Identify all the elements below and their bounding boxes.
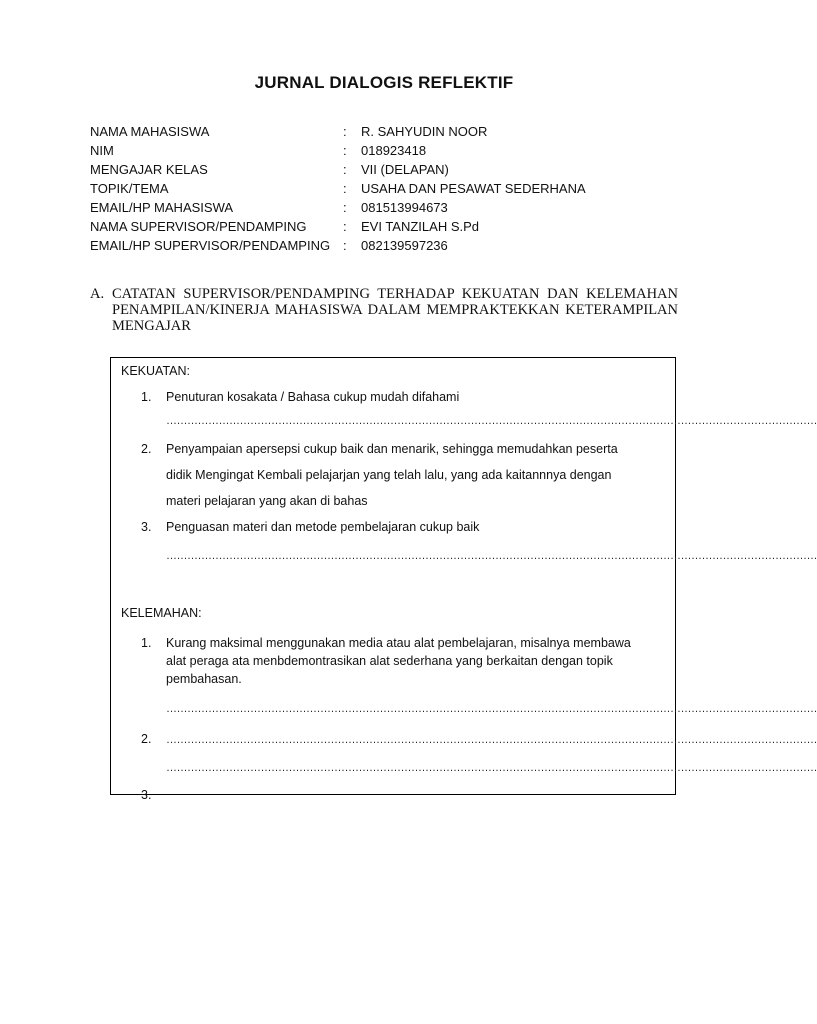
identity-row-email-supervisor <box>90 236 710 255</box>
identity-colon: : <box>343 200 347 215</box>
identity-colon: : <box>343 162 347 177</box>
identity-row-nim <box>90 141 710 160</box>
identity-label: MENGAJAR KELAS <box>90 162 208 177</box>
item-number: 1. <box>141 390 152 404</box>
identity-label: NAMA SUPERVISOR/PENDAMPING <box>90 219 307 234</box>
identity-label: EMAIL/HP MAHASISWA <box>90 200 234 215</box>
identity-value: VII (DELAPAN) <box>361 162 449 177</box>
identity-value: R. SAHYUDIN NOOR <box>361 124 488 139</box>
item-number: 3. <box>141 788 152 802</box>
item-number: 1. <box>141 636 152 650</box>
item-text: Penguasan materi dan metode pembelajaran cukup baik <box>166 520 480 534</box>
identity-table <box>90 122 710 255</box>
kelemahan-heading: KELEMAHAN: <box>121 606 202 620</box>
dotted-line: …………………………………………………………………………………………………………………………………………………………………… <box>166 703 817 715</box>
identity-row-supervisor <box>90 217 710 236</box>
identity-label: TOPIK/TEMA <box>90 181 169 196</box>
evaluation-box <box>110 357 817 802</box>
identity-value: USAHA DAN PESAWAT SEDERHANA <box>361 181 586 196</box>
document-title: JURNAL DIALOGIS REFLEKTIF <box>254 73 514 92</box>
identity-colon: : <box>343 124 347 139</box>
kelemahan-item-3 <box>141 786 641 804</box>
identity-label: NAMA MAHASISWA <box>90 124 210 139</box>
identity-value: EVI TANZILAH S.Pd <box>361 219 480 234</box>
identity-value: 018923418 <box>361 143 427 158</box>
item-number: 3. <box>141 520 152 534</box>
item-text <box>166 786 641 804</box>
dotted-line: …………………………………………………………………………………………………………………………………………………………………… <box>166 415 817 427</box>
dotted-line: …………………………………………………………………………………………………………………………………………………………………… <box>166 550 817 562</box>
identity-row-topik <box>90 179 710 198</box>
section-title: CATATAN SUPERVISOR/PENDAMPING TERHADAP KEKUATAN DAN KELEMAHAN PENAMPILAN/KINERJA MAHASISWA DALAM MEMPRAKTEKKAN KETERAMPILAN MENGAJAR <box>112 286 678 334</box>
dotted-line: …………………………………………………………………………………………………………………………………………………………………… <box>166 762 817 774</box>
dotted-line: …………………………………………………………………………………………………………………………………………………………………… <box>166 734 817 746</box>
item-number: 2. <box>141 732 152 746</box>
identity-colon: : <box>343 238 347 253</box>
identity-row-nama <box>90 122 710 141</box>
item-text: Penyampaian apersepsi cukup baik dan menarik, sehingga memudahkan peserta didik Mengingat Kembali pelajarjan yang telah lalu, yang ada kaitannnya dengan materi pelajaran yang akan di bahas <box>166 442 618 508</box>
kekuatan-item-1 <box>141 388 641 406</box>
item-text: Penuturan kosakata / Bahasa cukup mudah difahami <box>166 390 460 404</box>
section-letter: A. <box>90 286 105 302</box>
identity-colon: : <box>343 181 347 196</box>
identity-row-kelas <box>90 160 710 179</box>
section-a-heading <box>90 286 678 334</box>
identity-colon: : <box>343 219 347 234</box>
kekuatan-heading: KEKUATAN: <box>121 364 190 378</box>
identity-label: NIM <box>90 143 114 158</box>
identity-colon: : <box>343 143 347 158</box>
identity-value: 082139597236 <box>361 238 448 253</box>
identity-row-email-mahasiswa <box>90 198 710 217</box>
kekuatan-item-3 <box>141 518 641 536</box>
item-text: Kurang maksimal menggunakan media atau alat pembelajaran, misalnya membawa alat peraga ata menbdemontrasikan alat sederhana yang berkaitan dengan topik pembahasan. <box>166 636 631 686</box>
item-number: 2. <box>141 442 152 456</box>
identity-label: EMAIL/HP SUPERVISOR/PENDAMPING <box>90 238 331 253</box>
kelemahan-item-1 <box>141 634 641 688</box>
identity-value: 081513994673 <box>361 200 448 215</box>
kekuatan-item-2 <box>141 436 641 514</box>
